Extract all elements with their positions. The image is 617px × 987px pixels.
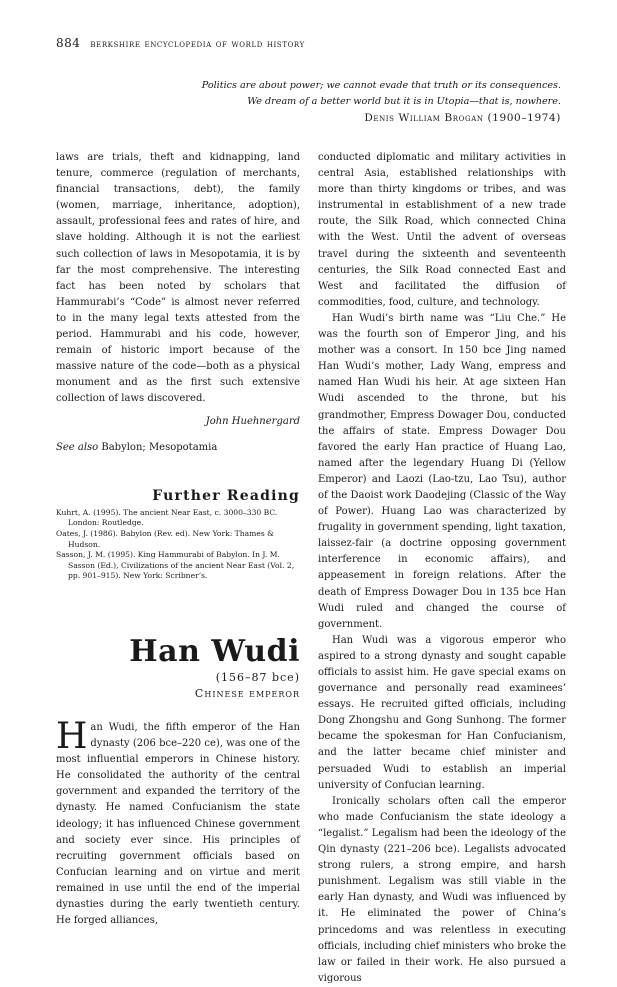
reference-item: Sasson, J. M. (1995). King Hammurabi of Babylon. In J. M. Sasson (Ed.), Civilizations of the ancient Near East (Vol. 2, pp. 901–915). New York: Scribner’s.: [56, 550, 295, 581]
drop-cap: H: [56, 715, 88, 757]
see-also-label: See also: [56, 441, 99, 453]
left-column: [56, 150, 300, 929]
see-also-links[interactable]: Babylon; Mesopotamia: [101, 441, 218, 453]
epigraph: [121, 78, 561, 126]
epigraph-line-2: We dream of a better world but it is in Utopia—that is, nowhere.: [247, 96, 561, 107]
intro-paragraph: [56, 715, 300, 929]
body-paragraph: Han Wudi was a vigorous emperor who aspired to a strong dynasty and sought capable officials to assist him. He gave special exams on governance and personally read examinees’ essays. He recruited gifted officials, including Dong Zhongshu and Gong Sunhong. The former became the spokesman for Han Confucianism, and the latter became chief minister and persuaded Wudi to establish an imperial university of Confucian learning.: [318, 634, 566, 791]
intro-text: an Wudi, the fifth emperor of the Han dynasty (206 bce–220 ce), was one of the most influential emperors in Chinese history. He consolidated the authority of the central government and expanded the territory of the dynasty. He named Confucianism the state ideology; it has influenced Chinese government and society ever since. His principles of recruiting government officials based on Confucian learning and on virtue and merit remained in use until the end of the imperial dynasties during the early twentieth century. He forged alliances,: [56, 721, 300, 927]
reference-item: Oates, J. (1986). Babylon (Rev. ed). New York: Thames & Hudson.: [56, 528, 274, 549]
epigraph-author: Denis William Brogan (1900–1974): [364, 112, 561, 124]
reference-item: Kuhrt, A. (1995). The ancient Near East, c. 3000–330 BC. London: Routledge.: [56, 507, 278, 528]
running-head: [56, 36, 305, 50]
hammurabi-paragraph: laws are trials, theft and kidnapping, land tenure, commerce (regulation of merchants, financial transactions, debt), the family (women, marriage, inheritance, adoption), assault, professional fees and rates of hire, and slave holding. Although it is not the earliest such collection of laws in Mesopotamia, it is by far the most comprehensive. The interesting fact has been noted by scholars that Hammurabi’s “Code” is almost never referred to in the many legal texts attested from the period. Hammurabi and his code, however, remain of historic import because of the massive nature of the code—both as a physical monument and as the first such extensive collection of laws discovered.: [56, 152, 300, 405]
epigraph-line-1: Politics are about power; we cannot evade that truth or its consequences.: [201, 80, 561, 91]
article-title: Han Wudi: [129, 633, 300, 669]
page-number: 884: [56, 36, 81, 50]
body-paragraph: conducted diplomatic and military activities in central Asia, established relationships with more than thirty kingdoms or tribes, and was instrumental in establishment of a new trade route, the Silk Road, which connected China with the West. Until the advent of overseas travel during the sixteenth and seventeenth centuries, the Silk Road connected East and West and facilitated the diffusion of commodities, food, culture, and technology.: [318, 152, 566, 308]
right-column: [318, 150, 566, 987]
see-also: [56, 440, 300, 456]
author-signature: John Huehnergard: [205, 415, 300, 427]
reference-list: [56, 508, 300, 582]
further-reading-heading: Further Reading: [152, 487, 300, 504]
running-title: berkshire encyclopedia of world history: [90, 38, 305, 50]
article-dates: (156–87 bce): [215, 670, 300, 684]
body-paragraph: Han Wudi’s birth name was “Liu Che.” He was the fourth son of Emperor Jing, and his mother was a consort. In 150 bce Jing named Han Wudi’s mother, Lady Wang, empress and named Han Wudi his heir. At age sixteen Han Wudi ascended to the throne, but his grandmother, Empress Dowager Dou, conducted the affairs of state. Empress Dowager Dou favored the early Han practice of Huang Lao, named after the legendary Huang Di (Yellow Emperor) and Laozi (Lao-tzu, Lao Tsu), author of the Daoist work Daodejing (Classic of the Way of Power). Huang Lao was characterized by frugality in government spending, light taxation, laissez-fair (a doctrine opposing government interference in economic affairs), and appeasement in foreign relations. After the death of Empress Dowager Dou in 135 bce Han Wudi ruled and changed the course of government.: [318, 312, 566, 630]
article-subtitle: Chinese emperor: [194, 686, 300, 700]
body-paragraph: Ironically scholars often call the emperor who made Confucianism the state ideology a “legalist.” Legalism had been the ideology of the Qin dynasty (221–206 bce). Legalists advocated strong rulers, a strong empire, and harsh punishment. Legalism was still viable in the early Han dynasty, and Wudi was influenced by it. He eliminated the power of China’s princedoms and was relentless in executing officials, including chief ministers who broke the law or failed in their work. He also pursued a vigorous: [318, 795, 566, 984]
